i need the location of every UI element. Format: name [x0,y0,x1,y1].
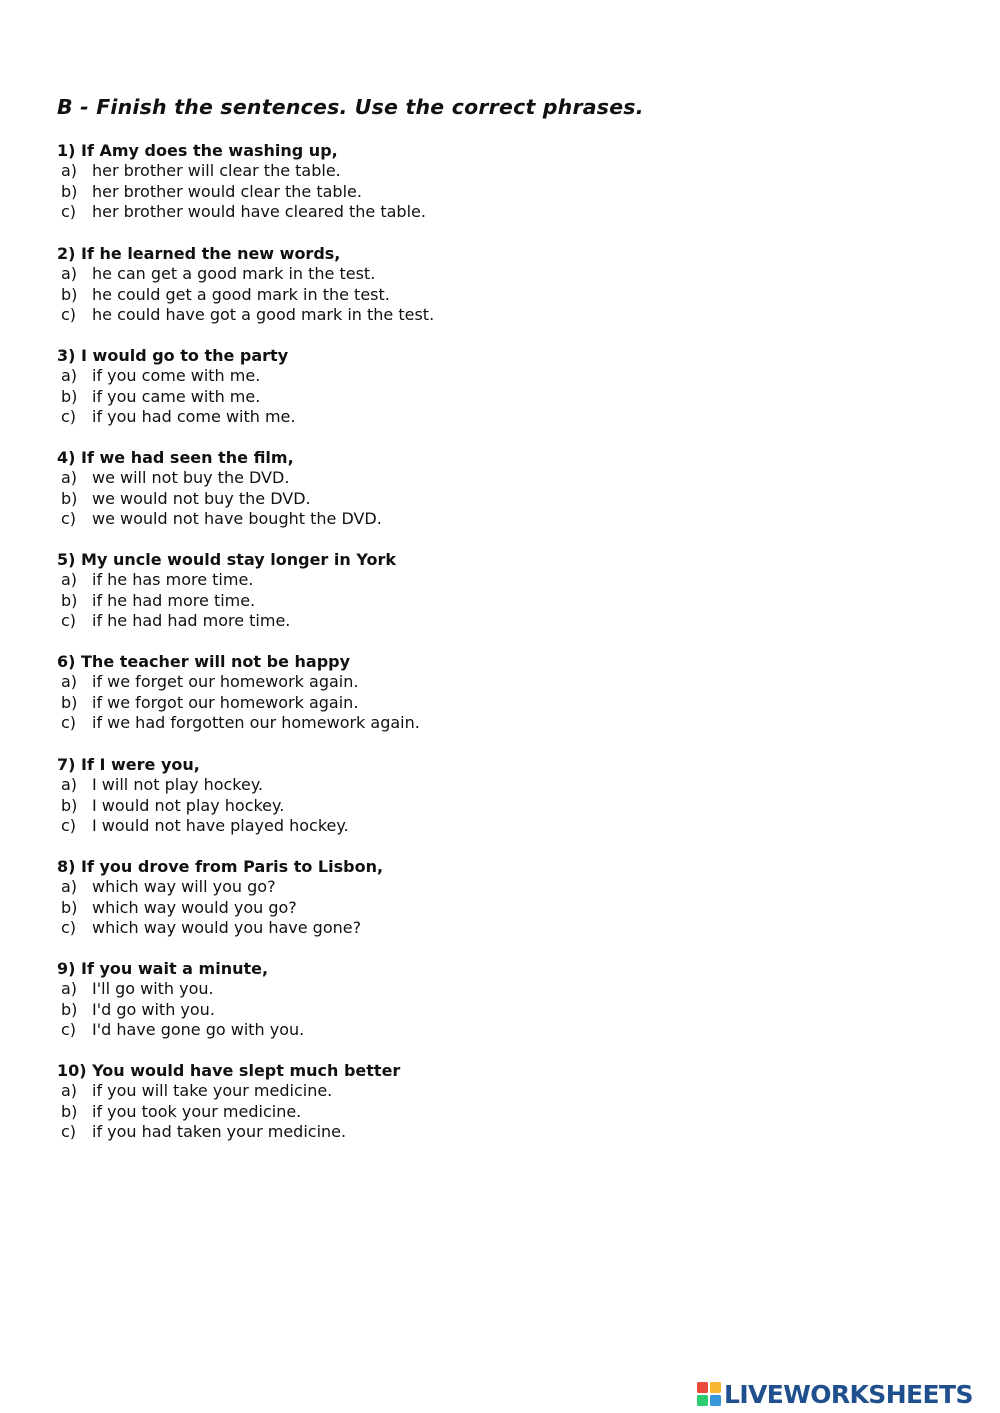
question-stem: 3) I would go to the party [57,346,289,365]
option-text: we would not have bought the DVD. [92,509,382,528]
question-6 [57,652,757,734]
answer-option[interactable] [57,468,757,489]
answer-option[interactable] [57,1000,757,1021]
option-text: if you will take your medicine. [92,1081,333,1100]
option-text: we will not buy the DVD. [92,468,290,487]
option-text: I'll go with you. [92,979,214,998]
option-text: which way would you have gone? [92,918,362,937]
option-letter: a) [61,468,78,487]
question-3 [57,346,757,428]
option-letter: a) [61,161,78,180]
option-text: if he has more time. [92,570,254,589]
option-text: he could have got a good mark in the test. [92,305,435,324]
option-text: which way would you go? [92,897,297,917]
question-stem: 2) If he learned the new words, [57,244,341,263]
question-7 [57,755,757,837]
option-letter: c) [61,407,77,426]
option-text: if you took your medicine. [92,1101,302,1121]
option-text: I would not have played hockey. [92,816,349,835]
option-letter: c) [61,1122,77,1141]
question-stem: 1) If Amy does the washing up, [57,141,338,160]
option-letter: b) [61,488,78,508]
answer-option[interactable] [57,775,757,796]
question-stem: 10) You would have slept much better [57,1061,401,1080]
answer-option[interactable] [57,1102,757,1123]
question-stem: 5) My uncle would stay longer in York [57,550,396,569]
option-text: if you came with me. [92,386,261,406]
answer-option[interactable] [57,570,757,591]
question-2 [57,244,757,326]
option-letter: a) [61,366,78,385]
answer-option[interactable] [57,796,757,817]
option-letter: c) [61,509,77,528]
option-text: he could get a good mark in the test. [92,284,390,304]
answer-option[interactable] [57,979,757,1000]
question-stem: 4) If we had seen the film, [57,448,294,467]
answer-option[interactable] [57,1122,757,1143]
liveworksheets-logo-icon [697,1382,721,1406]
option-text: I'd have gone go with you. [92,1020,305,1039]
answer-option[interactable] [57,713,757,734]
option-letter: a) [61,877,78,896]
answer-option[interactable] [57,509,757,530]
answer-option[interactable] [57,591,757,612]
answer-option[interactable] [57,1020,757,1041]
option-text: if we forget our homework again. [92,672,359,691]
logo-wordmark: LIVEWORKSHEETS [724,1379,973,1409]
answer-option[interactable] [57,366,757,387]
option-text: I'd go with you. [92,999,215,1019]
option-text: he can get a good mark in the test. [92,264,376,283]
option-letter: b) [61,692,78,712]
question-9 [57,959,757,1041]
option-text: I would not play hockey. [92,795,285,815]
answer-option[interactable] [57,898,757,919]
liveworksheets-logo [697,1381,973,1407]
option-letter: a) [61,775,78,794]
option-letter: b) [61,897,78,917]
option-letter: a) [61,570,78,589]
option-letter: b) [61,284,78,304]
option-letter: c) [61,713,77,732]
option-text: I will not play hockey. [92,775,264,794]
answer-option[interactable] [57,161,757,182]
answer-option[interactable] [57,489,757,510]
option-letter: a) [61,1081,78,1100]
option-letter: c) [61,202,77,221]
answer-option[interactable] [57,877,757,898]
answer-option[interactable] [57,816,757,837]
answer-option[interactable] [57,202,757,223]
option-letter: c) [61,305,77,324]
worksheet-title: B - Finish the sentences. Use the correct phrases. [57,95,644,119]
option-letter: a) [61,979,78,998]
question-stem: 7) If I were you, [57,755,200,774]
option-text: which way will you go? [92,877,276,896]
answer-option[interactable] [57,693,757,714]
question-stem: 6) The teacher will not be happy [57,652,351,671]
option-text: if we forgot our homework again. [92,692,359,712]
option-letter: c) [61,816,77,835]
option-text: if we had forgotten our homework again. [92,713,420,732]
option-text: her brother will clear the table. [92,161,341,180]
question-stem: 9) If you wait a minute, [57,959,269,978]
option-letter: c) [61,1020,77,1039]
question-4 [57,448,757,530]
option-text: we would not buy the DVD. [92,488,311,508]
option-letter: c) [61,611,77,630]
answer-option[interactable] [57,611,757,632]
option-text: if he had had more time. [92,611,291,630]
question-stem: 8) If you drove from Paris to Lisbon, [57,857,384,876]
question-8 [57,857,757,939]
option-letter: c) [61,918,77,937]
answer-option[interactable] [57,182,757,203]
option-letter: a) [61,264,78,283]
option-text: if you had taken your medicine. [92,1122,347,1141]
option-letter: a) [61,672,78,691]
option-text: if you had come with me. [92,407,296,426]
option-letter: b) [61,590,78,610]
answer-option[interactable] [57,918,757,939]
answer-option[interactable] [57,672,757,693]
question-1 [57,141,757,223]
answer-option[interactable] [57,264,757,285]
question-10 [57,1061,757,1143]
answer-option[interactable] [57,305,757,326]
option-text: her brother would clear the table. [92,181,362,201]
option-letter: b) [61,1101,78,1121]
option-letter: b) [61,181,78,201]
option-text: her brother would have cleared the table. [92,202,426,221]
answer-option[interactable] [57,387,757,408]
answer-option[interactable] [57,1081,757,1102]
option-letter: b) [61,999,78,1019]
answer-option[interactable] [57,285,757,306]
option-letter: b) [61,795,78,815]
question-5 [57,550,757,632]
option-letter: b) [61,386,78,406]
option-text: if he had more time. [92,590,256,610]
answer-option[interactable] [57,407,757,428]
option-text: if you come with me. [92,366,261,385]
